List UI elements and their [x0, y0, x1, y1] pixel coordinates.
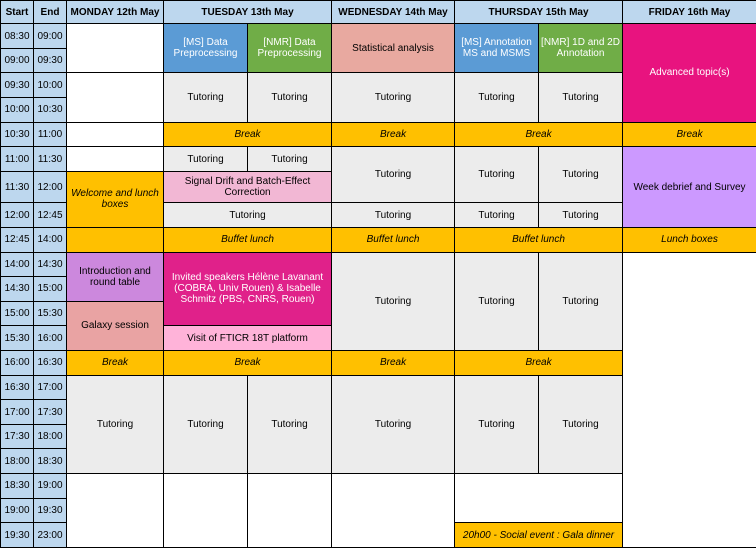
event-thu-tutoring-2c: Tutoring: [455, 203, 539, 228]
event-thu-tutoring-1b: Tutoring: [539, 73, 623, 122]
time-end: 23:00: [34, 523, 67, 548]
tuesday-empty-evening-b: [248, 474, 332, 548]
col-header-start: Start: [1, 1, 34, 24]
event-thu-break-am: Break: [455, 122, 623, 147]
time-start: 15:00: [1, 301, 34, 326]
event-wed-tutoring-2: Tutoring: [332, 147, 455, 203]
tuesday-empty-evening-a: [164, 474, 248, 548]
time-end: 18:00: [34, 424, 67, 449]
monday-empty-morning: [67, 24, 164, 73]
col-header-thursday: THURSDAY 15th May: [455, 1, 623, 24]
event-tue-tutoring-1b: Tutoring: [248, 73, 332, 122]
event-tue-tutoring-1a: Tutoring: [164, 73, 248, 122]
event-tue-ms-preprocessing: [MS] Data Preprocessing: [164, 24, 248, 73]
time-start: 16:30: [1, 375, 34, 400]
event-fri-lunch-boxes: Lunch boxes: [623, 227, 756, 252]
event-thu-tutoring-2b: Tutoring: [539, 147, 623, 203]
time-start: 10:30: [1, 122, 34, 147]
time-end: 09:30: [34, 48, 67, 73]
event-wed-tutoring-4: Tutoring: [332, 375, 455, 473]
event-fri-week-debrief: Week debrief and Survey: [623, 147, 756, 228]
event-thu-tutoring-4a: Tutoring: [455, 375, 539, 473]
time-start: 08:30: [1, 24, 34, 49]
event-wed-buffet-lunch: Buffet lunch: [332, 227, 455, 252]
event-thu-ms-annotation: [MS] Annotation MS and MSMS: [455, 24, 539, 73]
time-start: 12:45: [1, 227, 34, 252]
col-header-friday: FRIDAY 16th May: [623, 1, 756, 24]
time-start: 17:00: [1, 400, 34, 425]
event-tue-buffet-lunch: Buffet lunch: [164, 227, 332, 252]
event-tue-tutoring-2a: Tutoring: [164, 147, 248, 172]
time-end: 19:30: [34, 498, 67, 523]
time-start: 16:00: [1, 350, 34, 375]
event-thu-tutoring-2a: Tutoring: [455, 147, 539, 203]
time-end: 17:00: [34, 375, 67, 400]
event-wed-tutoring-2b: Tutoring: [332, 203, 455, 228]
event-thu-tutoring-4b: Tutoring: [539, 375, 623, 473]
table-row: [1, 24, 756, 49]
time-start: 09:00: [1, 48, 34, 73]
time-start: 18:30: [1, 474, 34, 499]
event-tue-invited-speakers: Invited speakers Hélène Lavanant (COBRA, Univ Rouen) & Isabelle Schmitz (PBS, CNRS, Rouen): [164, 252, 332, 326]
friday-empty-afternoon: [623, 252, 756, 547]
event-tue-fticr-visit: Visit of FTICR 18T platform: [164, 326, 332, 351]
event-mon-lunch-cont: [67, 227, 164, 252]
monday-empty-evening: [67, 474, 164, 548]
event-mon-galaxy-session: Galaxy session: [67, 301, 164, 350]
time-end: 16:00: [34, 326, 67, 351]
event-mon-welcome-lunch: Welcome and lunch boxes: [67, 171, 164, 227]
table-row: [1, 122, 756, 147]
event-thu-tutoring-2d: Tutoring: [539, 203, 623, 228]
time-end: 14:30: [34, 252, 67, 277]
time-end: 19:00: [34, 474, 67, 499]
event-tue-tutoring-4a: Tutoring: [164, 375, 248, 473]
table-row: [1, 147, 756, 172]
time-start: 14:30: [1, 277, 34, 302]
event-mon-intro-round-table: Introduction and round table: [67, 252, 164, 301]
event-tue-break-am: Break: [164, 122, 332, 147]
time-end: 14:00: [34, 227, 67, 252]
event-wed-break-pm: Break: [332, 350, 455, 375]
time-start: 18:00: [1, 449, 34, 474]
time-start: 17:30: [1, 424, 34, 449]
event-tue-signal-drift: Signal Drift and Batch-Effect Correction: [164, 171, 332, 202]
event-thu-buffet-lunch: Buffet lunch: [455, 227, 623, 252]
time-end: 09:00: [34, 24, 67, 49]
event-thu-tutoring-3b: Tutoring: [539, 252, 623, 350]
table-row: [1, 227, 756, 252]
event-fri-break-am: Break: [623, 122, 756, 147]
time-end: 12:00: [34, 171, 67, 202]
time-end: 16:30: [34, 350, 67, 375]
event-tue-tutoring-2b: Tutoring: [248, 147, 332, 172]
time-end: 15:30: [34, 301, 67, 326]
time-start: 09:30: [1, 73, 34, 98]
time-end: 11:30: [34, 147, 67, 172]
time-end: 18:30: [34, 449, 67, 474]
event-tue-nmr-preprocessing: [NMR] Data Preprocessing: [248, 24, 332, 73]
event-wed-tutoring-3: Tutoring: [332, 252, 455, 350]
time-start: 14:00: [1, 252, 34, 277]
event-wed-statistical-analysis: Statistical analysis: [332, 24, 455, 73]
event-tue-tutoring-4b: Tutoring: [248, 375, 332, 473]
time-start: 19:00: [1, 498, 34, 523]
event-wed-break-am: Break: [332, 122, 455, 147]
time-end: 12:45: [34, 203, 67, 228]
time-end: 10:00: [34, 73, 67, 98]
monday-empty-morning-2: [67, 73, 164, 122]
thursday-empty-evening: [455, 474, 623, 523]
col-header-monday: MONDAY 12th May: [67, 1, 164, 24]
event-mon-break-pm: Break: [67, 350, 164, 375]
event-tue-break-pm: Break: [164, 350, 332, 375]
event-fri-advanced-topics: Advanced topic(s): [623, 24, 756, 122]
col-header-tuesday: TUESDAY 13th May: [164, 1, 332, 24]
table-row: [1, 252, 756, 277]
event-tue-tutoring-3: Tutoring: [164, 203, 332, 228]
event-thu-tutoring-1a: Tutoring: [455, 73, 539, 122]
event-thu-tutoring-3a: Tutoring: [455, 252, 539, 350]
event-mon-tutoring: Tutoring: [67, 375, 164, 473]
time-end: 17:30: [34, 400, 67, 425]
time-start: 12:00: [1, 203, 34, 228]
event-wed-tutoring-1: Tutoring: [332, 73, 455, 122]
time-start: 15:30: [1, 326, 34, 351]
event-thu-gala-dinner: 20h00 - Social event : Gala dinner: [455, 523, 623, 548]
time-end: 15:00: [34, 277, 67, 302]
col-header-wednesday: WEDNESDAY 14th May: [332, 1, 455, 24]
monday-empty-1100: [67, 147, 164, 172]
monday-empty-break: [67, 122, 164, 147]
time-end: 10:30: [34, 98, 67, 123]
table-header-row: [1, 1, 756, 24]
time-start: 10:00: [1, 98, 34, 123]
event-thu-break-pm: Break: [455, 350, 623, 375]
time-start: 11:30: [1, 171, 34, 202]
col-header-end: End: [34, 1, 67, 24]
time-start: 11:00: [1, 147, 34, 172]
wednesday-empty-evening: [332, 474, 455, 548]
time-end: 11:00: [34, 122, 67, 147]
event-thu-nmr-annotation: [NMR] 1D and 2D Annotation: [539, 24, 623, 73]
time-start: 19:30: [1, 523, 34, 548]
